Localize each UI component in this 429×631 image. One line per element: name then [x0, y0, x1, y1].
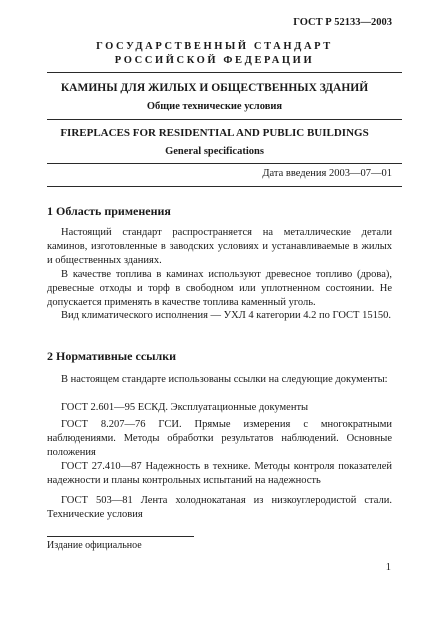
- header-divider-3: [47, 163, 402, 164]
- section-2-paragraph-1: В настоящем стандарте использованы ссылки на следующие документы:: [61, 374, 388, 385]
- reference-item: ГОСТ 503—81 Лента холоднокатаная из низкоуглеродистой стали. Технические условия: [47, 495, 392, 521]
- section-1-paragraph-1: Настоящий стандарт распространяется на металлические детали каминов, изготовленные в заводских условиях и устанавливаемые в жилых и общественных зданиях.: [47, 227, 392, 267]
- introduction-date: Дата введения 2003—07—01: [262, 168, 392, 179]
- gov-line-2: РОССИЙСКОЙ ФЕДЕРАЦИИ: [114, 55, 315, 66]
- footer-divider: [47, 536, 194, 537]
- subtitle-en: General specifications: [165, 146, 264, 157]
- section-1-heading: 1 Область применения: [47, 204, 171, 218]
- section-1-paragraph-3: Вид климатического исполнения — УХЛ 4 категории 4.2 по ГОСТ 15150.: [61, 310, 391, 321]
- reference-item: ГОСТ 8.207—76 ГСИ. Прямые измерения с многократными наблюдениями. Методы обработки результатов наблюдений. Основные положения: [47, 419, 392, 459]
- official-edition-note: Издание официальное: [47, 540, 142, 551]
- page-number: 1: [385, 562, 391, 573]
- title-ru: КАМИНЫ ДЛЯ ЖИЛЫХ И ОБЩЕСТВЕННЫХ ЗДАНИЙ: [60, 82, 369, 94]
- gov-line-1: ГОСУДАРСТВЕННЫЙ СТАНДАРТ: [96, 41, 333, 52]
- section-2-heading: 2 Нормативные ссылки: [47, 349, 177, 363]
- title-en: FIREPLACES FOR RESIDENTIAL AND PUBLIC BUILDINGS: [60, 127, 369, 139]
- reference-item: ГОСТ 27.410—87 Надежность в технике. Методы контроля показателей надежности и планы контрольных испытаний на надежность: [47, 461, 392, 487]
- header-divider-4: [47, 186, 402, 187]
- subtitle-ru: Общие технические условия: [146, 101, 283, 112]
- section-1-paragraph-2: В качестве топлива в каминах используют древесное топливо (дрова), древесные отходы и торф в свободном или уплотненном состоянии. Не допускается применять в качестве топлива каменный уголь.: [47, 269, 392, 309]
- header-divider-2: [47, 119, 402, 120]
- header-divider-1: [47, 72, 402, 73]
- reference-item: ГОСТ 2.601—95 ЕСКД. Эксплуатационные документы: [61, 402, 309, 413]
- standard-code: ГОСТ Р 52133—2003: [293, 17, 392, 28]
